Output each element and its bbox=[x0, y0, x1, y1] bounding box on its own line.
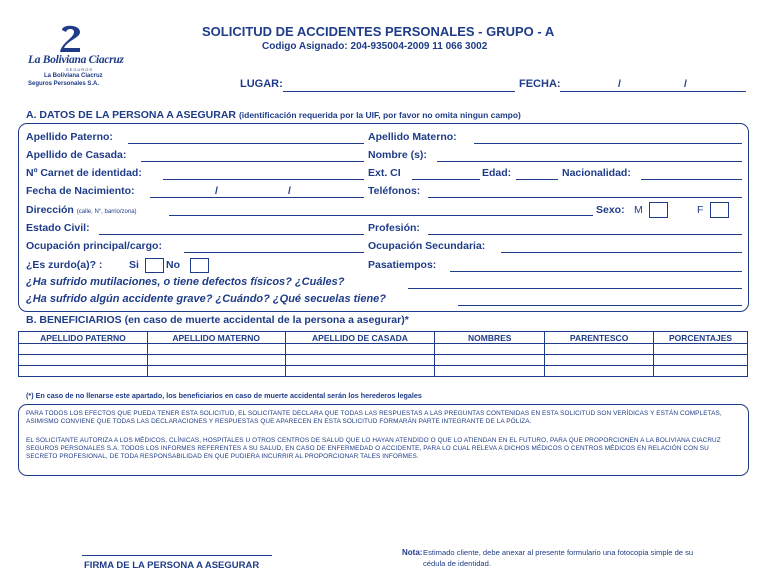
fecha-nacimiento-field[interactable] bbox=[150, 197, 364, 198]
nacionalidad-field[interactable] bbox=[641, 179, 742, 180]
table-header-row bbox=[19, 332, 748, 344]
direccion-label bbox=[26, 204, 137, 216]
company-logo bbox=[26, 22, 124, 94]
signature-line[interactable] bbox=[82, 555, 272, 556]
col-header-apellido-paterno: APELLIDO PATERNO bbox=[19, 332, 148, 344]
fecha-label: FECHA: bbox=[519, 78, 561, 90]
profesion-label: Profesión: bbox=[368, 222, 420, 234]
pasatiempos-label: Pasatiempos: bbox=[368, 259, 437, 271]
brand-name: La Boliviana Ciacruz bbox=[28, 54, 124, 66]
table-row bbox=[19, 366, 748, 377]
zurdo-no-label: No bbox=[166, 259, 180, 271]
sexo-m-label: M bbox=[634, 204, 643, 216]
table-cell[interactable] bbox=[654, 355, 748, 366]
declaration-paragraph-2: EL SOLICITANTE AUTORIZA A LOS MÉDICOS, CLÍNICAS, HOSPITALES U OTROS CENTROS DE SALUD QUE LO HAYAN ATENDIDO O QUE LO ATIENDAN EN EL FUTURO, PARA QUE PROPORCIONEN A LA BOLIVIANA CIACRUZ SEGUROS PERSONALES S.A. TODOS LOS INFORMES REFERENTES A SU SALUD, EN CASO DE ENFERMEDAD O ACCIDENTE, PARA LO CUAL RELEVA A DICHOS MÉDICOS O CENTROS MÉDICOS EN RELACIÓN CON SU SECRETO PROFESIONAL, DE TODA RESPONSABILIDAD EN QUE PUDIERA INCURRIR AL PROPORCIONAR TALES INFORMES. bbox=[26, 437, 721, 461]
table-cell[interactable] bbox=[545, 366, 654, 377]
company-line-2: Seguros Personales S.A. bbox=[28, 81, 100, 87]
nombres-label: Nombre (s): bbox=[368, 149, 427, 161]
form-title: SOLICITUD DE ACCIDENTES PERSONALES - GRUPO - A bbox=[202, 24, 555, 39]
signature-label: FIRMA DE LA PERSONA A ASEGURAR bbox=[84, 560, 260, 571]
fecha-nac-sep-1: / bbox=[215, 185, 218, 197]
apellido-materno-label: Apellido Materno: bbox=[368, 131, 457, 143]
table-row bbox=[19, 355, 748, 366]
lugar-field[interactable] bbox=[283, 91, 515, 92]
apellido-casada-label: Apellido de Casada: bbox=[26, 149, 127, 161]
col-header-apellido-casada: APELLIDO DE CASADA bbox=[285, 332, 435, 344]
carnet-label: Nº Carnet de identidad: bbox=[26, 167, 142, 179]
telefonos-field[interactable] bbox=[428, 197, 742, 198]
direccion-hint: (calle, N°, barrio/zona) bbox=[76, 209, 137, 215]
table-cell[interactable] bbox=[285, 344, 435, 355]
estado-civil-field[interactable] bbox=[99, 234, 364, 235]
pregunta-accidente-label: ¿Ha sufrido algún accidente grave? ¿Cuándo? ¿Qué secuelas tiene? bbox=[26, 293, 387, 305]
direccion-field[interactable] bbox=[169, 215, 593, 216]
section-a-heading: A. DATOS DE LA PERSONA A ASEGURAR bbox=[26, 109, 237, 121]
apellido-casada-field[interactable] bbox=[141, 161, 364, 162]
table-cell[interactable] bbox=[285, 366, 435, 377]
table-cell[interactable] bbox=[147, 355, 285, 366]
section-b-title: B. BENEFICIARIOS (en caso de muerte accidental de la persona a asegurar)* bbox=[26, 314, 409, 326]
table-cell[interactable] bbox=[545, 355, 654, 366]
ocupacion-secundaria-label: Ocupación Secundaria: bbox=[368, 240, 486, 252]
nota-text-1: Estimado cliente, debe anexar al presente formulario una fotocopia simple de su bbox=[423, 548, 694, 557]
nota-text-2: cédula de identidad. bbox=[423, 559, 491, 568]
table-cell[interactable] bbox=[435, 344, 545, 355]
zurdo-si-checkbox[interactable] bbox=[145, 258, 164, 273]
profesion-field[interactable] bbox=[428, 234, 742, 235]
ext-field[interactable] bbox=[412, 179, 480, 180]
logo-mark-icon bbox=[56, 22, 86, 54]
fecha-nac-sep-2: / bbox=[288, 185, 291, 197]
beneficiaries-footnote: (*) En caso de no llenarse este apartado, los beneficiarios en caso de muerte accidental serán los herederos legales bbox=[26, 391, 422, 400]
ocupacion-principal-label: Ocupación principal/cargo: bbox=[26, 240, 162, 252]
pregunta-accidente-field[interactable] bbox=[458, 305, 742, 306]
apellido-materno-field[interactable] bbox=[474, 143, 742, 144]
table-cell[interactable] bbox=[147, 344, 285, 355]
section-a-title bbox=[26, 109, 521, 121]
sexo-m-checkbox[interactable] bbox=[649, 202, 668, 218]
edad-field[interactable] bbox=[516, 179, 558, 180]
section-a-note: (identificación requerida por la UIF, por favor no omita ningun campo) bbox=[238, 110, 521, 120]
table-cell[interactable] bbox=[19, 355, 148, 366]
zurdo-si-label: Si bbox=[129, 259, 139, 271]
ocupacion-secundaria-field[interactable] bbox=[501, 252, 742, 253]
fecha-nacimiento-label: Fecha de Nacimiento: bbox=[26, 185, 135, 197]
col-header-porcentajes: PORCENTAJES bbox=[654, 332, 748, 344]
sexo-label: Sexo: bbox=[596, 204, 625, 216]
table-cell[interactable] bbox=[19, 344, 148, 355]
estado-civil-label: Estado Civil: bbox=[26, 222, 90, 234]
fecha-field[interactable] bbox=[560, 91, 746, 92]
declaration-paragraph-1: PARA TODOS LOS EFECTOS QUE PUEDA TENER ESTA SOLICITUD, EL SOLICITANTE DECLARA QUE TODAS LAS RESPUESTAS A LAS PREGUNTAS CONTENIDAS EN ESTA SOLICITUD SON VERÍDICAS Y ESTÁN COMPLETAS, ASIMISMO CONVIENE QUE TODAS LAS DECLARACIONES Y RESPUESTAS QUE APARECEN EN ESTA SOLICITUD FORMARÁN PARTE INTEGRANTE DE LA PÓLIZA. bbox=[26, 410, 722, 426]
table-cell[interactable] bbox=[19, 366, 148, 377]
nombres-field[interactable] bbox=[437, 161, 742, 162]
ocupacion-principal-field[interactable] bbox=[184, 252, 364, 253]
fecha-sep-1: / bbox=[618, 78, 621, 90]
table-cell[interactable] bbox=[545, 344, 654, 355]
apellido-paterno-label: Apellido Paterno: bbox=[26, 131, 113, 143]
brand-tag: SEGUROS bbox=[66, 67, 94, 72]
table-cell[interactable] bbox=[654, 344, 748, 355]
direccion-text: Dirección bbox=[26, 204, 74, 216]
zurdo-label: ¿Es zurdo(a)? : bbox=[26, 259, 103, 271]
col-header-parentesco: PARENTESCO bbox=[545, 332, 654, 344]
col-header-nombres: NOMBRES bbox=[435, 332, 545, 344]
table-cell[interactable] bbox=[147, 366, 285, 377]
carnet-field[interactable] bbox=[163, 179, 364, 180]
sexo-f-checkbox[interactable] bbox=[710, 202, 729, 218]
nota-label: Nota: bbox=[402, 548, 423, 557]
table-cell[interactable] bbox=[654, 366, 748, 377]
company-line-1: La Boliviana Ciacruz bbox=[44, 73, 103, 79]
beneficiaries-table bbox=[18, 331, 748, 377]
table-cell[interactable] bbox=[285, 355, 435, 366]
table-cell[interactable] bbox=[435, 355, 545, 366]
sexo-f-label: F bbox=[697, 204, 704, 216]
zurdo-no-checkbox[interactable] bbox=[190, 258, 209, 273]
edad-label: Edad: bbox=[482, 167, 512, 179]
assigned-code: Codigo Asignado: 204-935004-2009 11 066 3002 bbox=[262, 41, 488, 52]
fecha-sep-2: / bbox=[684, 78, 687, 90]
lugar-label: LUGAR: bbox=[240, 78, 283, 90]
apellido-paterno-field[interactable] bbox=[128, 143, 364, 144]
pregunta-mutilaciones-field[interactable] bbox=[408, 288, 742, 289]
pregunta-mutilaciones-label: ¿Ha sufrido mutilaciones, o tiene defectos físicos? ¿Cuáles? bbox=[26, 276, 345, 288]
nacionalidad-label: Nacionalidad: bbox=[562, 167, 631, 179]
table-cell[interactable] bbox=[435, 366, 545, 377]
ext-label: Ext. CI bbox=[368, 167, 401, 179]
table-row bbox=[19, 344, 748, 355]
telefonos-label: Teléfonos: bbox=[368, 185, 421, 197]
pasatiempos-field[interactable] bbox=[450, 271, 742, 272]
col-header-apellido-materno: APELLIDO MATERNO bbox=[147, 332, 285, 344]
